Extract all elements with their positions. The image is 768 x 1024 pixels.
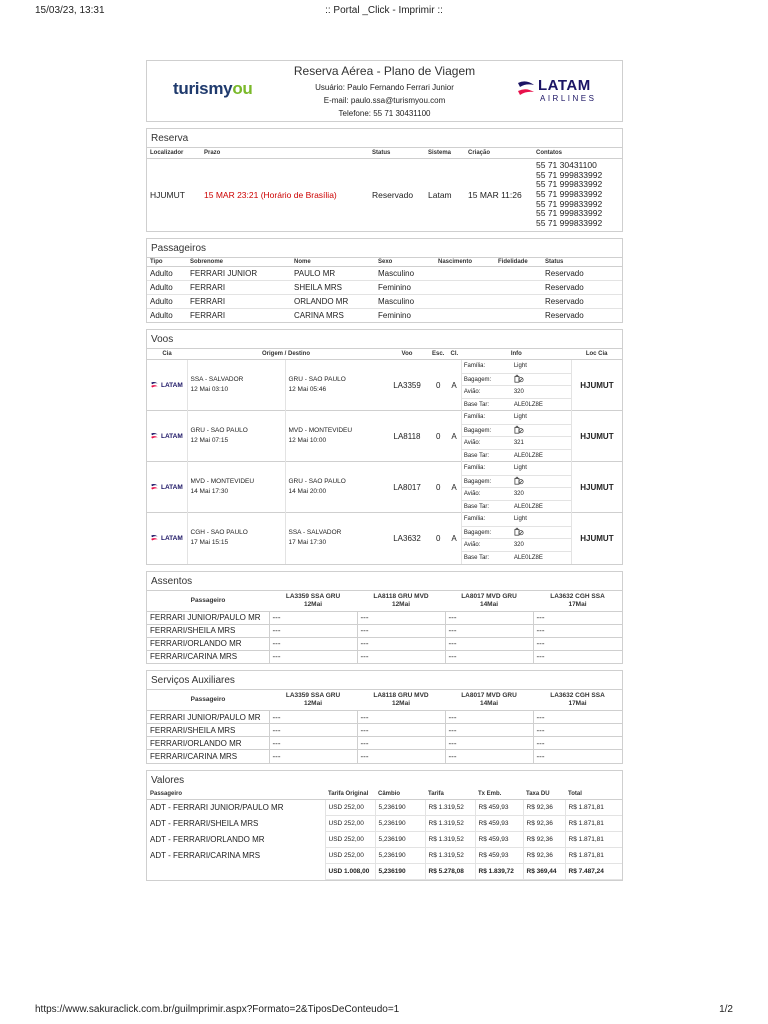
passenger-name: ADT - FERRARI/ORLANDO MR <box>150 834 265 844</box>
email-line: E-mail: paulo.ssa@turismyou.com <box>323 96 446 105</box>
flight-info: Família: Light Bagagem: Avião: 320 Base Tar: ALE0LZ8E <box>461 462 571 513</box>
passenger-name: FERRARI/CARINA MRS <box>147 750 269 763</box>
table-row: Adulto FERRARI SHEILA MRS Feminino Reservado <box>147 280 622 294</box>
flight-class: A <box>447 513 461 564</box>
passageiros-section <box>146 238 623 324</box>
flight-class: A <box>447 360 461 411</box>
table-row: FERRARI/SHEILA MRS --- --- --- --- <box>147 724 622 737</box>
flight-destination: MVD - MONTEVIDEU 12 Mai 10:00 <box>285 411 385 462</box>
voos-section <box>146 329 623 565</box>
print-datetime: 15/03/23, 13:31 <box>35 5 105 16</box>
airline-logo: LATAM <box>150 381 184 390</box>
flight-info: Família: Light Bagagem: Avião: 320 Base Tar: ALE0LZ8E <box>461 513 571 564</box>
latam-mark-icon <box>150 381 159 390</box>
servicos-section <box>146 670 623 764</box>
reserva-title: Reserva <box>147 129 622 148</box>
phone-line: Telefone: 55 71 30431100 <box>338 109 431 118</box>
baggage-icon <box>514 425 524 434</box>
print-page-number: 1/2 <box>719 1004 733 1015</box>
flight-destination: GRU - SAO PAULO 14 Mai 20:00 <box>285 462 385 513</box>
passenger-name: FERRARI/ORLANDO MR <box>147 737 269 750</box>
flight-stops: 0 <box>429 462 447 513</box>
flight-stops: 0 <box>429 513 447 564</box>
assentos-section <box>146 571 623 665</box>
latam-mark-icon <box>150 483 159 492</box>
flight-number: LA3359 <box>385 360 429 411</box>
flight-number: LA8017 <box>385 462 429 513</box>
table-row: Adulto FERRARI CARINA MRS Feminino Reservado <box>147 308 622 322</box>
flight-row <box>147 360 622 411</box>
passenger-name: FERRARI/CARINA MRS <box>147 650 269 663</box>
passenger-name: FERRARI/SHEILA MRS <box>147 724 269 737</box>
localizador: HJUMUT <box>150 189 185 200</box>
header-box <box>146 60 623 122</box>
flight-row <box>147 462 622 513</box>
flight-info: Família: Light Bagagem: Avião: 320 Base Tar: ALE0LZ8E <box>461 360 571 411</box>
flight-loc-cia: HJUMUT <box>571 513 622 564</box>
flight-loc-cia: HJUMUT <box>571 360 622 411</box>
document <box>146 60 623 887</box>
passageiros-title: Passageiros <box>147 239 622 258</box>
table-row: FERRARI JUNIOR/PAULO MR --- --- --- --- <box>147 711 622 724</box>
passenger-name: ADT - FERRARI/SHEILA MRS <box>150 818 259 828</box>
print-footer <box>0 1000 768 1024</box>
print-page-title: :: Portal _Click - Imprimir :: <box>325 5 443 16</box>
passenger-name: FERRARI/SHEILA MRS <box>147 624 269 637</box>
user-line: Usuário: Paulo Fernando Ferrari Junior <box>315 83 454 92</box>
table-row: FERRARI JUNIOR/PAULO MR --- --- --- --- <box>147 611 622 624</box>
latam-logo: LATAM AIRLINES <box>516 77 602 107</box>
passenger-name: ADT - FERRARI JUNIOR/PAULO MR <box>150 802 284 812</box>
baggage-icon <box>514 476 524 485</box>
flight-origin: SSA - SALVADOR 12 Mai 03:10 <box>187 360 285 411</box>
passenger-name: ADT - FERRARI/CARINA MRS <box>150 850 261 860</box>
latam-mark-icon <box>516 79 536 101</box>
prazo: 15 MAR 23:21 (Horário de Brasília) <box>204 189 337 200</box>
table-row: FERRARI/ORLANDO MR --- --- --- --- <box>147 737 622 750</box>
flight-info: Família: Light Bagagem: Avião: 321 Base Tar: ALE0LZ8E <box>461 411 571 462</box>
table-row: Adulto FERRARI ORLANDO MR Masculino Reservado <box>147 294 622 308</box>
latam-mark-icon <box>150 432 159 441</box>
flight-origin: GRU - SAO PAULO 12 Mai 07:15 <box>187 411 285 462</box>
table-row: FERRARI/CARINA MRS --- --- --- --- <box>147 750 622 763</box>
servicos-table: Passageiro LA3359 SSA GRU 12Mai LA8118 GRU MVD 12Mai LA8017 MVD GRU 14Mai LA3632 CGH SSA 17Mai FERRARI JUNIOR/PAULO MR --- --- --- --- FERRARI/SHEILA MRS --- --- --- --- FERRARI/ORLANDO MR --- --- --- --- FERRARI/CARINA MRS --- --- --- --- <box>147 690 622 763</box>
table-row: FERRARI/SHEILA MRS --- --- --- --- <box>147 624 622 637</box>
contatos: 55 71 30431100 55 71 999833992 55 71 999833992 55 71 999833992 55 71 999833992 55 71 999833992 55 71 999833992 <box>536 160 603 228</box>
flight-loc-cia: HJUMUT <box>571 462 622 513</box>
valores-total-row: USD 1.008,00 5,236190 R$ 5.278,08 R$ 1.839,72 R$ 369,44 R$ 7.487,24 <box>147 863 622 879</box>
flight-origin: CGH - SAO PAULO 17 Mai 15:15 <box>187 513 285 564</box>
airline-logo: LATAM <box>150 483 184 492</box>
table-row: ADT - FERRARI JUNIOR/PAULO MR USD 252,00 5,236190 R$ 1.319,52 R$ 459,93 R$ 92,36 R$ 1.871,81 <box>147 799 622 815</box>
valores-title: Valores <box>151 774 185 786</box>
assentos-title: Assentos <box>147 572 622 591</box>
table-row: FERRARI/ORLANDO MR --- --- --- --- <box>147 637 622 650</box>
flight-row <box>147 513 622 564</box>
table-row: ADT - FERRARI/ORLANDO MR USD 252,00 5,236190 R$ 1.319,52 R$ 459,93 R$ 92,36 R$ 1.871,81 <box>147 831 622 847</box>
flight-destination: SSA - SALVADOR 17 Mai 17:30 <box>285 513 385 564</box>
baggage-icon <box>514 527 524 536</box>
print-url: https://www.sakuraclick.com.br/guilmprimir.aspx?Formato=2&TiposDeConteudo=1 <box>35 1004 400 1015</box>
voos-table: Cia Origem / Destino Voo Esc. Cl. Info Loc Cia LATAM SSA - SALVADOR 12 Mai 03:10 GRU - SAO PAULO 12 Mai 05:46 LA3359 0 A Família: Light Bagagem: Avião: 320 Base Tar: ALE0LZ8E HJUMUT LATAM GRU - SAO PAULO 12 Mai 07:15 MVD - MONTEVIDEU 12 Mai 10:00 LA8118 0 A Família: Light Bagagem: Avião: 321 Base Tar: ALE0LZ8E HJUMUT LATAM MVD - MONTEVIDEU 14 Mai 17:30 GRU - SAO PAULO 14 Mai 20:00 LA8017 0 A Família: Light Bagagem: Avião: 320 Base Tar: ALE0LZ8E HJUMUT LATAM CGH - SAO PAULO 17 Mai 15:15 SSA - SALVADOR 17 Mai 17:30 LA3632 0 A Família: Light Bagagem: Avião: 320 Base Tar: ALE0LZ8E HJUMUT <box>147 349 622 564</box>
flight-stops: 0 <box>429 360 447 411</box>
flight-stops: 0 <box>429 411 447 462</box>
flight-loc-cia: HJUMUT <box>571 411 622 462</box>
passenger-name: FERRARI JUNIOR/PAULO MR <box>147 711 269 724</box>
flight-class: A <box>447 462 461 513</box>
reserva-section <box>146 128 623 232</box>
baggage-icon <box>514 374 524 383</box>
reserva-table: Localizador Prazo Status Sistema Criação Contatos HJUMUT 15 MAR 23:21 (Horário de Brasília) Reservado Latam 15 MAR 11:26 55 71 30431100 55 71 999833992 55 71 999833992 55 71 999833992 55 71 999833992 55 71 999833992 55 71 999833992 <box>147 148 622 231</box>
sistema: Latam <box>428 189 452 200</box>
print-header <box>0 0 768 20</box>
flight-number: LA3632 <box>385 513 429 564</box>
passageiros-table: Tipo Sobrenome Nome Sexo Nascimento Fidelidade Status Adulto FERRARI JUNIOR PAULO MR Masculino Reservado Adulto FERRARI SHEILA MRS Feminino Reservado Adulto FERRARI ORLANDO MR Masculino Reservado Adulto FERRARI CARINA MRS Feminino Reservado <box>147 258 622 323</box>
valores-section <box>146 770 623 881</box>
assentos-table: Passageiro LA3359 SSA GRU 12Mai LA8118 GRU MVD 12Mai LA8017 MVD GRU 14Mai LA3632 CGH SSA 17Mai FERRARI JUNIOR/PAULO MR --- --- --- --- FERRARI/SHEILA MRS --- --- --- --- FERRARI/ORLANDO MR --- --- --- --- FERRARI/CARINA MRS --- --- --- --- <box>147 591 622 664</box>
page-title: Reserva Aérea - Plano de Viagem <box>293 64 476 78</box>
table-row: ADT - FERRARI/CARINA MRS USD 252,00 5,236190 R$ 1.319,52 R$ 459,93 R$ 92,36 R$ 1.871,81 <box>147 847 622 863</box>
flight-class: A <box>447 411 461 462</box>
criacao: 15 MAR 11:26 <box>468 189 522 200</box>
status: Reservado <box>372 189 414 200</box>
flight-row <box>147 411 622 462</box>
table-row: FERRARI/CARINA MRS --- --- --- --- <box>147 650 622 663</box>
airline-logo: LATAM <box>150 534 184 543</box>
brand-logo: turismyou <box>173 79 253 98</box>
valores-table: Passageiro Tarifa Original Câmbio Tarifa Tx Emb. Taxa DU Total ADT - FERRARI JUNIOR/PAULO MR USD 252,00 5,236190 R$ 1.319,52 R$ 459,93 R$ 92,36 R$ 1.871,81 ADT - FERRARI/SHEILA MRS USD 252,00 5,236190 R$ 1.319,52 R$ 459,93 R$ 92,36 R$ 1.871,81 ADT - FERRARI/ORLANDO MR USD 252,00 5,236190 R$ 1.319,52 R$ 459,93 R$ 92,36 R$ 1.871,81 ADT - FERRARI/CARINA MRS USD 252,00 5,236190 R$ 1.319,52 R$ 459,93 R$ 92,36 R$ 1.871,81 USD 1.008,00 5,236190 R$ 5.278,08 R$ 1.839,72 R$ 369,44 R$ 7.487,24 <box>147 789 622 880</box>
passenger-name: FERRARI JUNIOR/PAULO MR <box>147 611 269 624</box>
airline-logo: LATAM <box>150 432 184 441</box>
latam-mark-icon <box>150 534 159 543</box>
voos-title: Voos <box>147 330 622 349</box>
flight-destination: GRU - SAO PAULO 12 Mai 05:46 <box>285 360 385 411</box>
servicos-title: Serviços Auxiliares <box>147 671 622 690</box>
table-row: ADT - FERRARI/SHEILA MRS USD 252,00 5,236190 R$ 1.319,52 R$ 459,93 R$ 92,36 R$ 1.871,81 <box>147 815 622 831</box>
table-row: Adulto FERRARI JUNIOR PAULO MR Masculino Reservado <box>147 266 622 280</box>
flight-origin: MVD - MONTEVIDEU 14 Mai 17:30 <box>187 462 285 513</box>
passenger-name: FERRARI/ORLANDO MR <box>147 637 269 650</box>
flight-number: LA8118 <box>385 411 429 462</box>
